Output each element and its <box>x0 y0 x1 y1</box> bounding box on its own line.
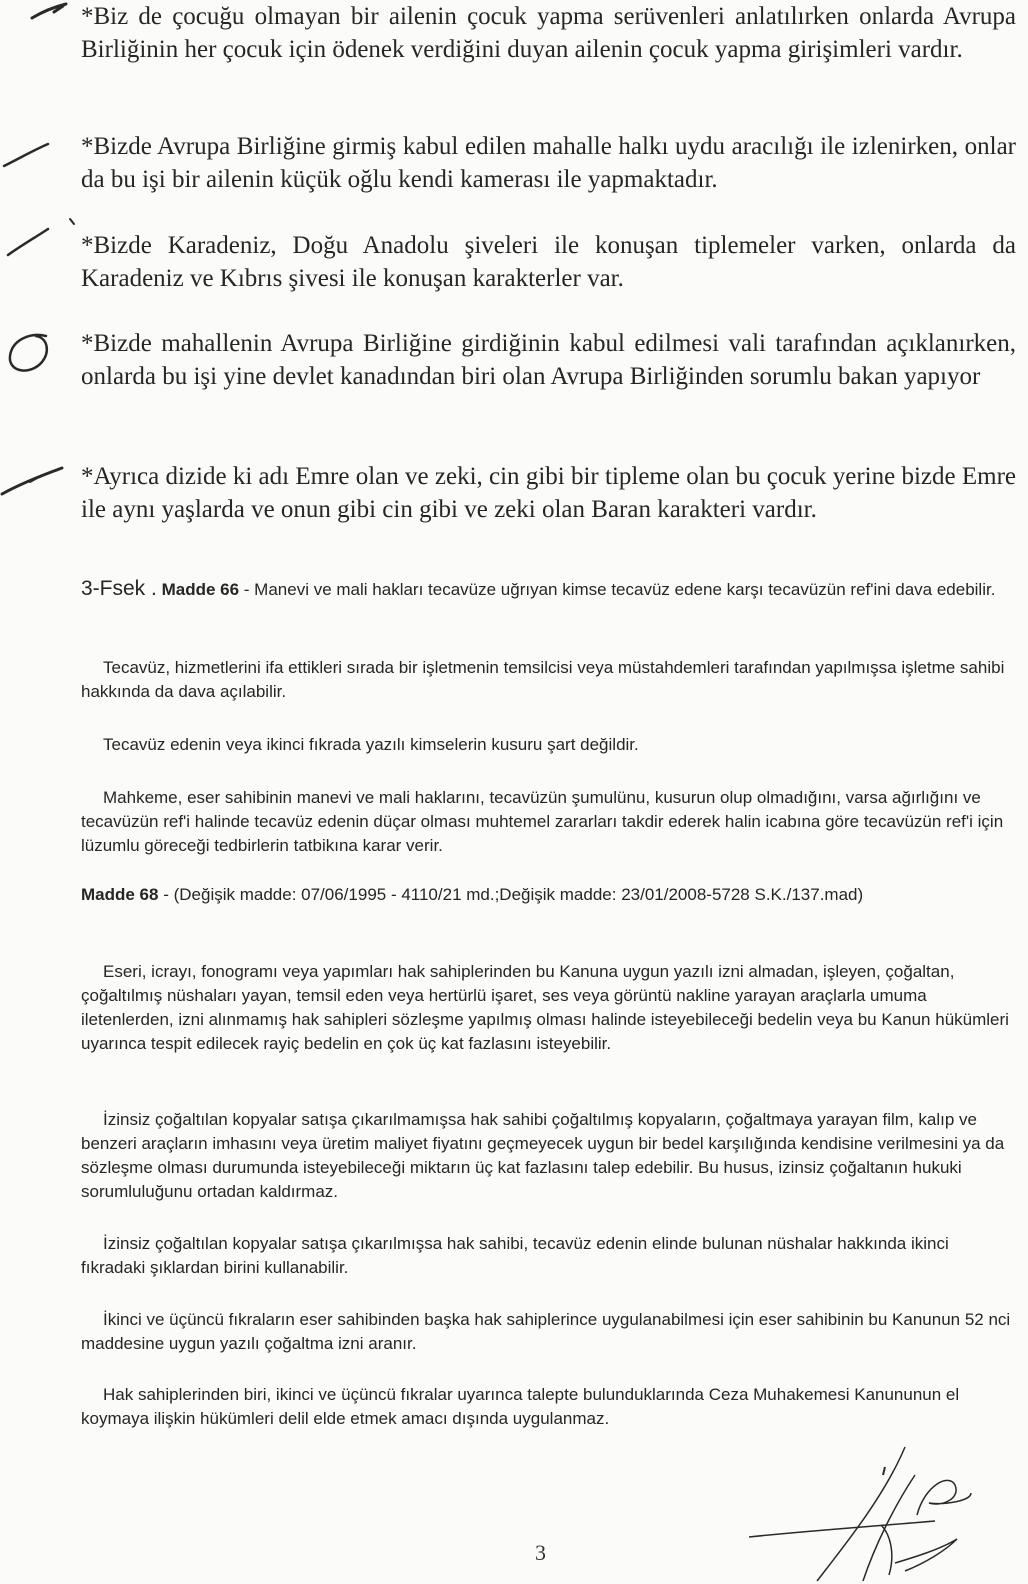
madde-66-paragraph-4: Mahkeme, eser sahibinin manevi ve mali haklarını, tecavüzün şumulünu, kusurun olup olmadığını, varsa ağırlığını ve tecavüzün ref'i halinde tecavüz edenin düçar olması muhtemel zararları takdir ederek halin icabına göre tecavüzün ref'i için lüzumlu göreceği tedbirlerin tatbikına karar verir. <box>81 788 1004 855</box>
signature-icon <box>745 1445 985 1584</box>
check-mark-icon <box>0 462 70 498</box>
comparison-item: *Ayrıca dizide ki adı Emre olan ve zeki, cin gibi bir tipleme olan bu çocuk yerine bizde Emre ile aynı yaşlarda ve onun gibi cin gibi ve zeki olan Baran karakteri vardır. <box>81 463 1016 523</box>
circle-mark-icon <box>0 330 55 380</box>
comparison-item: *Biz de çocuğu olmayan bir ailenin çocuk yapma serüvenleri anlatılırken onlarda Avrupa Birliğinin her çocuk için ödenek verdiğini duyan ailenin çocuk yapma girişimleri vardır. <box>81 3 1016 63</box>
section-prefix: 3-Fsek . <box>81 577 157 600</box>
madde-68-paragraph-2: İzinsiz çoğaltılan kopyalar satışa çıkarılmamışsa hak sahibi çoğaltılmış kopyaların, çoğaltmaya yarayan film, kalıp ve benzeri araçların imhasını veya üretim maliyet fiyatını geçmeyecek uygun bir bedel karşılığında kendisine verilmesini ya da sözleşme olması durumunda isteyebileceği miktarın üç kat fazlasını talep edebilir. Bu husus, izinsiz çoğaltanın hukuki sorumluluğunu ortadan kaldırmaz. <box>81 1110 1005 1201</box>
check-mark-icon <box>2 140 52 170</box>
madde-68-paragraph-3: İzinsiz çoğaltılan kopyalar satışa çıkarılmışsa hak sahibi, tecavüz edenin elinde bulunan nüshalar hakkında ikinci fıkradaki şıklardan birini kullanabilir. <box>81 1234 949 1277</box>
madde-66-label: Madde 66 <box>161 580 240 599</box>
madde-66-text: - Manevi ve mali hakları tecavüze uğrıyan kimse tecavüz edene karşı tecavüzün ref'ini dava edebilir. <box>239 580 996 599</box>
madde-68-paragraph-4: İkinci ve üçüncü fıkraların eser sahibinden başka hak sahiplerince uygulanabilmesi için eser sahibinin bu Kanunun 52 nci maddesine uygun yazılı çoğaltma izni aranır. <box>81 1310 1011 1353</box>
madde-68-label: Madde 68 <box>81 885 159 904</box>
madde-68-header-text: - (Değişik madde: 07/06/1995 - 4110/21 md.;Değişik madde: 23/01/2008-5728 S.K./137.mad) <box>158 885 864 904</box>
comparison-item: *Bizde Karadeniz, Doğu Anadolu şiveleri ile konuşan tiplemeler varken, onlarda da Karadeniz ve Kıbrıs şivesi ile konuşan karakterler var. <box>81 232 1016 292</box>
page-number: 3 <box>535 1540 546 1565</box>
comparison-item: *Bizde Avrupa Birliğine girmiş kabul edilen mahalle halkı uydu aracılığı ile izlenirken, onlar da bu işi bir ailenin küçük oğlu kendi kamerası ile yapmaktadır. <box>81 133 1016 193</box>
madde-66-paragraph-2: Tecavüz, hizmetlerini ifa ettikleri sırada bir işletmenin temsilcisi veya müstahdemleri tarafından yapılmışsa işletme sahibi hakkında da dava açılabilir. <box>81 658 1005 701</box>
check-mark-icon <box>4 215 84 260</box>
madde-66-paragraph-3: Tecavüz edenin veya ikinci fıkrada yazılı kimselerin kusuru şart değildir. <box>103 735 639 754</box>
madde-68-paragraph-5: Hak sahiplerinden biri, ikinci ve üçüncü fıkralar uyarınca talepte bulunduklarında Ceza Muhakemesi Kanununun el koymaya ilişkin hükümleri delil elde etmek amacı dışında uygulanmaz. <box>81 1385 960 1428</box>
comparison-item: *Bizde mahallenin Avrupa Birliğine girdiğinin kabul edilmesi vali tarafından açıklanırken, onlarda bu işi yine devlet kanadından biri olan Avrupa Birliğinden sorumlu bakan yapıyor <box>81 330 1016 390</box>
check-mark-icon <box>30 2 70 22</box>
madde-66-paragraph <box>81 577 1011 602</box>
madde-68-heading <box>81 883 911 907</box>
madde-68-paragraph-1: Eseri, icrayı, fonogramı veya yapımları hak sahiplerinden bu Kanuna uygun yazılı izni almadan, işleyen, çoğaltan, çoğaltılmış nüshaları yayan, temsil eden veya hertürlü işaret, ses veya görüntü nakline yarayan araçlarla umuma iletenlerden, izni alınmamış hak sahipleri sözleşme yapılmış olması halinde isteyebileceği bedelin veya bu Kanun hükümleri uyarınca tespit edilecek rayiç bedelin en çok üç kat fazlasını isteyebilir. <box>81 962 1009 1053</box>
